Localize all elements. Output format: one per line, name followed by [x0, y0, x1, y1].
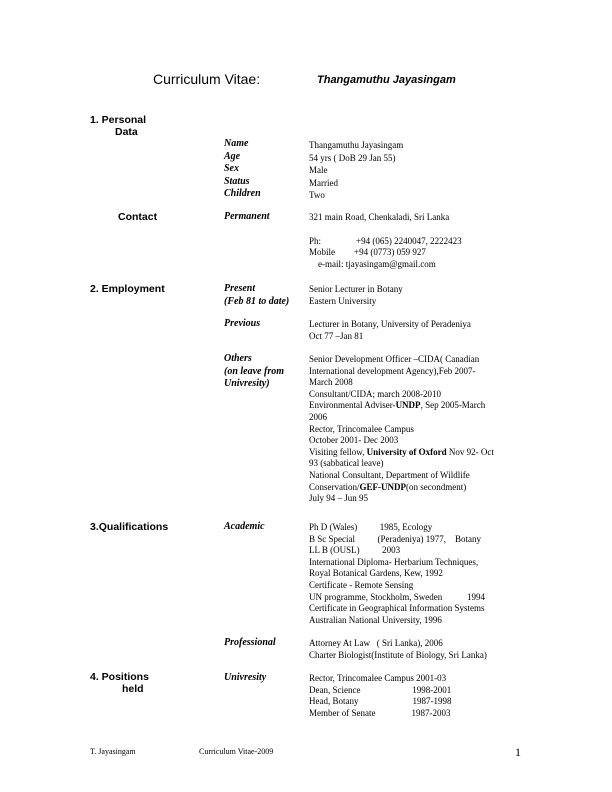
org-undp: UNDP: [395, 400, 421, 411]
label-age: Age: [224, 150, 241, 162]
academic-line: Certificate - Remote Sensing: [309, 579, 414, 590]
university-values: [309, 673, 451, 719]
academic-line: B Sc Special (Peradeniya) 1977, Botany: [309, 533, 481, 544]
position-line: Member of Senate 1987-2003: [309, 707, 451, 718]
others-line: Senior Development Officer –CIDA( Canadian: [309, 354, 480, 364]
value-status: Married: [309, 177, 338, 188]
label-university: Univresity: [224, 672, 267, 683]
others-text: Environmental Adviser-: [309, 400, 396, 411]
present-label: [224, 283, 289, 308]
position-line: Rector, Trincomalee Campus 2001-03: [309, 673, 447, 683]
professional-line: Attorney At Law ( Sri Lanka), 2006: [309, 638, 443, 648]
others-text: Nov 92- Oct: [446, 446, 494, 457]
others-line: Rector, Trincomalee Campus: [309, 423, 414, 434]
others-line-gef: [309, 482, 494, 494]
others-line: Consultant/CIDA; march 2008-2010: [309, 388, 441, 399]
value-present-position: Senior Lecturer in Botany: [309, 284, 403, 294]
label-status: Status: [224, 175, 250, 187]
others-text: (on secondment): [406, 481, 467, 492]
others-line: March 2008: [309, 377, 353, 388]
label-present: Present: [224, 283, 256, 294]
others-line: 93 (sabbatical leave): [309, 458, 384, 469]
professional-line: Charter Biologist(Institute of Biology, Sri Lanka): [309, 649, 487, 660]
label-others: Others: [224, 353, 252, 364]
others-label: [224, 353, 284, 391]
label-permanent: Permanent: [224, 211, 270, 222]
academic-line: Certificate in Geographical Information Systems: [309, 603, 485, 614]
professional-values: [309, 638, 487, 661]
document-title: Curriculum Vitae:: [153, 71, 261, 87]
label-others-note2: Univresity): [224, 378, 270, 389]
others-text: , Sep 2005-March: [420, 400, 486, 411]
footer-document: Curriculum Vitae-2009: [199, 747, 274, 756]
academic-line: Royal Botanical Gardens, Kew, 1992: [309, 568, 443, 579]
academic-line: Australian National University, 1996: [309, 614, 442, 625]
personal-labels: [224, 138, 261, 201]
others-line-oxford: [309, 447, 494, 459]
others-line: 2006: [309, 411, 327, 422]
value-children: Two: [309, 190, 325, 200]
label-professional: Professional: [224, 637, 276, 648]
others-line: National Consultant, Department of Wildlife: [309, 469, 470, 480]
position-line: Head, Botany 1987-1998: [309, 696, 452, 707]
personal-values: [309, 139, 403, 202]
contact-mobile: +94 (0773) 059 927: [354, 247, 426, 257]
org-oxford: University of Oxford: [366, 446, 447, 457]
others-text: Visiting fellow,: [309, 446, 367, 457]
others-line: July 94 – Jun 95: [309, 493, 369, 504]
value-age: 54 yrs ( DoB 29 Jan 55): [309, 152, 396, 163]
contact-address: 321 main Road, Chenkaladi, Sri Lanka: [309, 212, 450, 222]
academic-values: [309, 522, 485, 626]
others-line: October 2001- Dec 2003: [309, 435, 399, 446]
applicant-name: Thangamuthu Jayasingam: [317, 74, 456, 86]
academic-line: Ph D (Wales) 1985, Ecology: [309, 522, 433, 532]
section-employment-heading: 2. Employment: [90, 283, 165, 295]
label-present-dates: (Feb 81 to date): [224, 295, 290, 307]
label-others-note1: (on leave from: [224, 365, 284, 377]
contact-phone: +94 (065) 2240047, 2222423: [356, 236, 462, 246]
contact-mobile-label: Mobile: [309, 247, 335, 257]
page-number: 1: [515, 745, 521, 759]
section-contact-heading: Contact: [118, 211, 158, 223]
academic-line: LL B (OUSL) 2003: [309, 545, 401, 556]
others-line-undp: [309, 400, 494, 412]
value-previous-dates: Oct 77 –Jan 81: [309, 330, 364, 341]
section-positions-heading-line2: held: [122, 683, 144, 695]
position-line: Dean, Science 1998-2001: [309, 684, 452, 695]
value-previous-position: Lecturer in Botany, University of Peradeniya: [309, 319, 471, 329]
label-academic: Academic: [224, 521, 265, 532]
value-name: Thangamuthu Jayasingam: [309, 140, 404, 150]
others-text: Conservation/: [309, 481, 360, 492]
section-qualifications-heading: 3.Qualifications: [90, 521, 169, 533]
section-personal-heading: 1. Personal: [90, 114, 147, 126]
section-personal-heading-line2: Data: [115, 126, 138, 138]
value-sex: Male: [309, 165, 328, 175]
contact-phone-label: Ph:: [309, 236, 322, 246]
others-values: [309, 354, 494, 505]
academic-line: International Diploma- Herbarium Techniques,: [309, 556, 479, 567]
present-values: [309, 284, 403, 307]
contact-email[interactable]: e-mail: tjayasingam@gmail.com: [318, 259, 436, 269]
label-children: Children: [224, 188, 261, 199]
value-present-institution: Eastern University: [309, 295, 377, 306]
academic-line: UN programme, Stockholm, Sweden 1994: [309, 591, 485, 602]
previous-values: [309, 319, 471, 342]
footer-author: T. Jayasingam: [90, 747, 136, 756]
org-gef-undp: GEF-UNDP: [359, 481, 406, 492]
label-sex: Sex: [224, 163, 239, 174]
section-positions-heading: 4. Positions: [90, 671, 149, 683]
others-line: International development Agency),Feb 2007-: [309, 365, 476, 376]
label-name: Name: [224, 138, 249, 149]
label-previous: Previous: [224, 318, 261, 329]
